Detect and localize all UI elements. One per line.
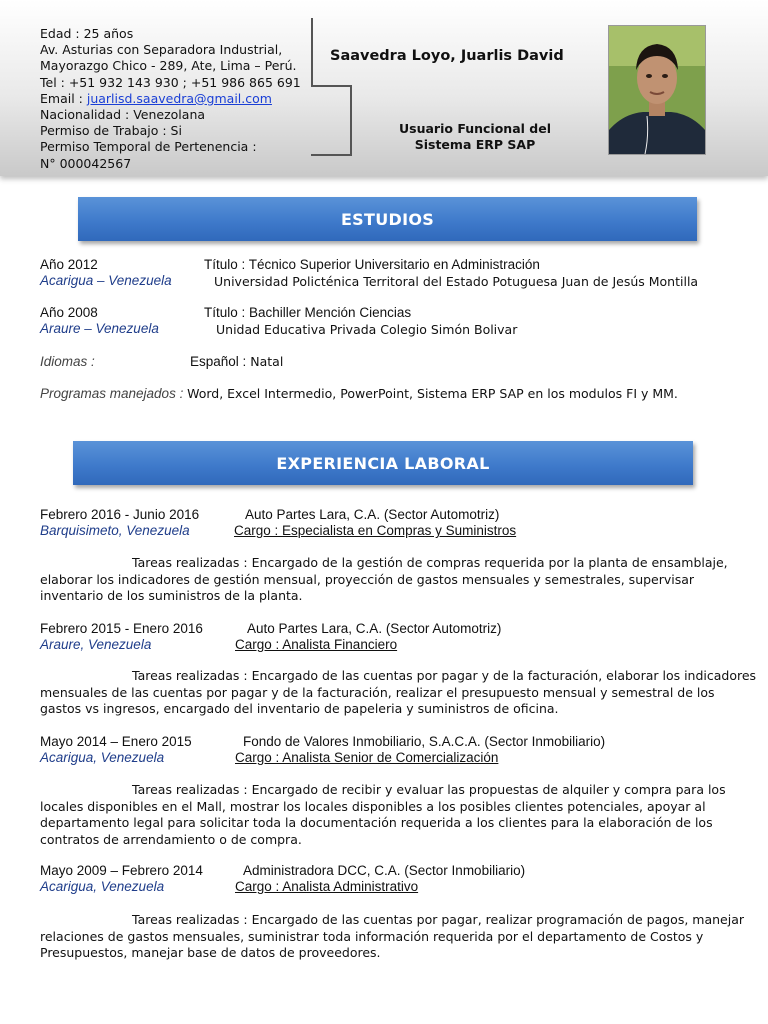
programs-label: Programas manejados : (40, 386, 188, 401)
header-divider-vertical-top (311, 18, 313, 86)
job-location: Araure, Venezuela (40, 637, 152, 652)
study-title-value: Técnico Superior Universitario en Administración (245, 257, 540, 272)
job-company: Fondo de Valores Inmobiliario, S.A.C.A. (Sector Inmobiliario) (243, 734, 606, 749)
header-divider-horizontal (311, 85, 352, 87)
job-tasks: Tareas realizadas : Encargado de recibir y evaluar las propuestas de alquiler y compra para los locales disponibles en el Mall, mostrar los locales disponibles a los posibles clientes potenciales, apoyar al departamento legal para solicitar toda la documentación requerida a los clientes para la elaboración de los contratos de arrendamiento o de compra. (40, 782, 726, 847)
email-line (40, 91, 312, 107)
job-tasks: Tareas realizadas : Encargado de las cuentas por pagar, realizar programación de pagos, manejar relaciones de gastos mensuales, suministrar toda información requerida por el departamento de Costos y Presupuestos, manejar base de datos de proveedores. (40, 912, 744, 960)
study-title-label: Título : (204, 305, 246, 320)
nationality-line: Nacionalidad : Venezolana (40, 107, 206, 123)
profile-photo (608, 25, 706, 155)
study-title (204, 305, 411, 320)
header-divider-bottom (311, 154, 352, 156)
permit-number-line: N° 000042567 (40, 155, 132, 171)
study-year: Año 2012 (40, 257, 98, 272)
candidate-role (375, 121, 575, 153)
job-location: Acarigua, Venezuela (40, 750, 165, 765)
job-location: Barquisimeto, Venezuela (40, 523, 190, 538)
studies-banner (78, 197, 697, 241)
study-location: Araure – Venezuela (40, 321, 159, 336)
job-position: Cargo : Analista Administrativo (235, 879, 419, 894)
study-title (204, 257, 540, 272)
candidate-name: Saavedra Loyo, Juarlis David (330, 48, 564, 64)
phone-line: Tel : +51 932 143 930 ; +51 986 865 691 (40, 74, 301, 90)
job-company: Auto Partes Lara, C.A. (Sector Automotriz) (247, 621, 502, 636)
programs-line (40, 386, 678, 401)
study-title-label: Título : (204, 257, 246, 272)
language-name: Español : (190, 354, 247, 369)
job-position: Cargo : Analista Financiero (235, 637, 398, 652)
programs-value: Word, Excel Intermedio, PowerPoint, Sistema ERP SAP en los modulos FI y MM. (187, 386, 678, 401)
job-period: Febrero 2015 - Enero 2016 (40, 621, 203, 636)
email-link[interactable]: juarlisd.saavedra@gmail.com (86, 90, 272, 106)
job-period: Febrero 2016 - Junio 2016 (40, 507, 200, 522)
job-position: Cargo : Especialista en Compras y Suministros (234, 523, 517, 538)
languages-label: Idiomas : (40, 354, 95, 369)
work-permit-line: Permiso de Trabajo : Si (40, 123, 182, 139)
job-period: Mayo 2009 – Febrero 2014 (40, 863, 203, 878)
job-company: Administradora DCC, C.A. (Sector Inmobiliario) (243, 863, 526, 878)
study-year: Año 2008 (40, 305, 98, 320)
age-line: Edad : 25 años (40, 26, 134, 41)
temp-permit-line: Permiso Temporal de Pertenencia : (40, 139, 257, 155)
study-institution: Universidad Policténica Territoral del Estado Potuguesa Juan de Jesús Montilla (214, 274, 699, 289)
email-label: Email : (40, 90, 87, 106)
role-line-2: Sistema ERP SAP (414, 137, 536, 152)
study-institution: Unidad Educativa Privada Colegio Simón Bolivar (216, 322, 518, 337)
job-period: Mayo 2014 – Enero 2015 (40, 734, 192, 749)
experience-heading: EXPERIENCIA LABORAL (276, 453, 490, 473)
study-location: Acarigua – Venezuela (40, 273, 172, 288)
study-title-value: Bachiller Mención Ciencias (245, 305, 412, 320)
job-tasks: Tareas realizadas : Encargado de las cuentas por pagar y de la facturación, elaborar los indicadores mensuales de las cuentas por pagar y de la facturación, realizar el presupuesto mensual y semestral de los gastos vs ingresos, encargado del inventario de papeleria y suministros de oficina. (40, 668, 757, 716)
contact-block (40, 26, 312, 172)
language-level: Natal (246, 354, 284, 369)
language-entry (190, 354, 283, 369)
header-divider-vertical-bottom (350, 85, 352, 155)
address-line-1: Av. Asturias con Separadora Industrial, (40, 42, 283, 58)
studies-heading: ESTUDIOS (340, 209, 435, 229)
job-position: Cargo : Analista Senior de Comercialización (235, 750, 499, 765)
job-location: Acarigua, Venezuela (40, 879, 165, 894)
role-line-1: Usuario Funcional del (399, 121, 551, 136)
job-company: Auto Partes Lara, C.A. (Sector Automotriz) (245, 507, 500, 522)
job-tasks: Tareas realizadas : Encargado de la gestión de compras requerida por la planta de ensamblaje, elaborar los indicadores de gestión mensual, proyección de gastos mensuales y semestrales, supervisar inventario de los suministros de la planta. (40, 555, 728, 603)
address-line-2: Mayorazgo Chico - 289, Ate, Lima – Perú. (40, 58, 297, 74)
experience-banner (73, 441, 693, 485)
cv-header (0, 0, 768, 176)
